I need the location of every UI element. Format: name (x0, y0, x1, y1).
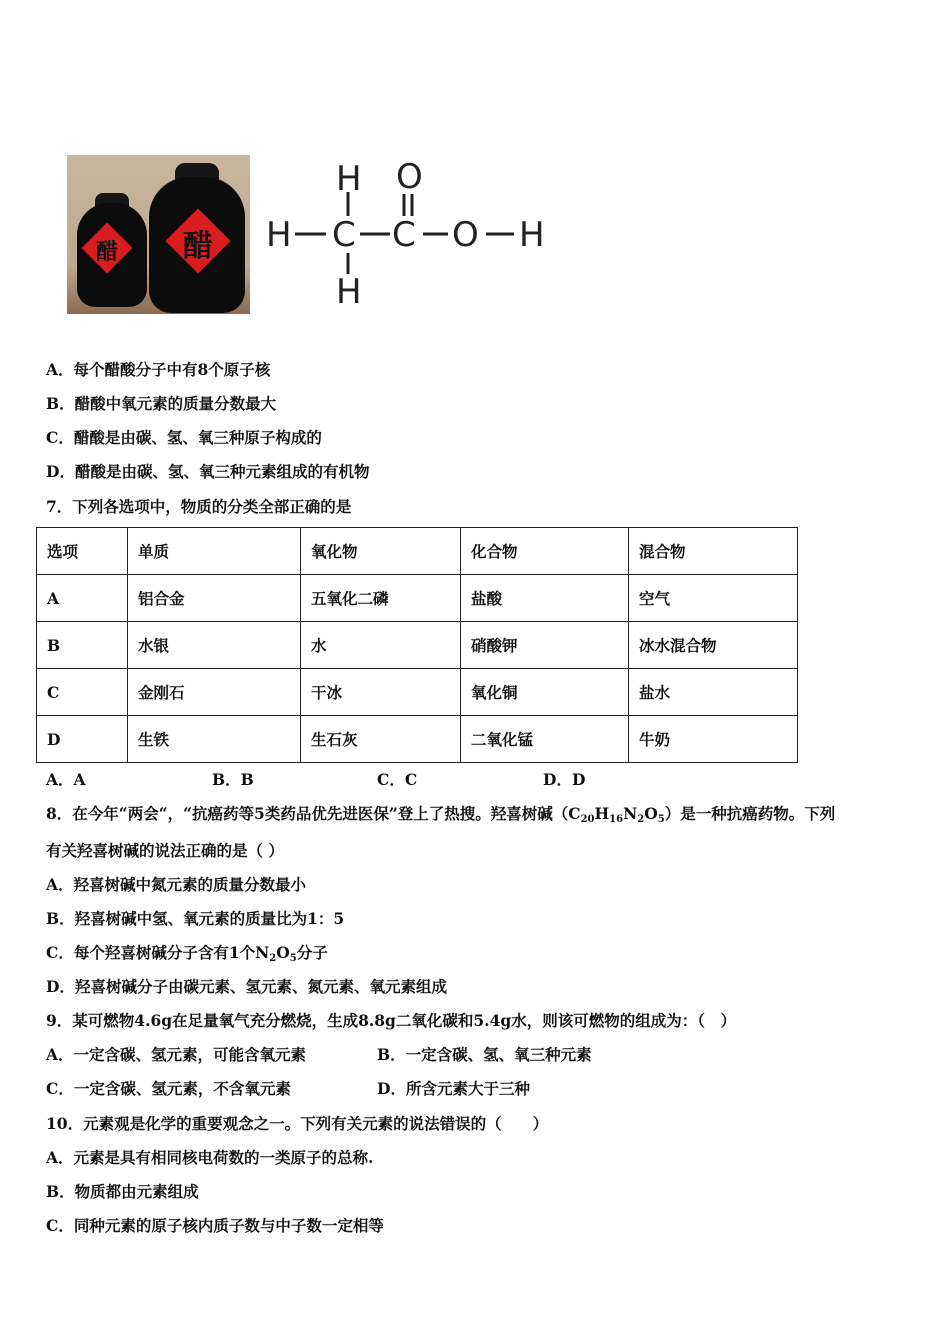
formula-h: H (594, 804, 610, 823)
q9-option-b: B．一定含碳、氢、氧三种元素 (377, 1045, 592, 1064)
table-cell: 盐水 (629, 669, 798, 716)
formula-o: O (644, 804, 658, 823)
classification-table (36, 527, 798, 763)
formula-o-subscript: 5 (657, 814, 665, 825)
formula-n: N (255, 943, 270, 962)
table-cell: 牛奶 (629, 716, 798, 763)
formula-c-subscript: 20 (580, 814, 595, 825)
q8-option-c-pre: C．每个羟喜树碱分子含有1个 (46, 943, 256, 962)
table-cell: 五氧化二磷 (301, 575, 461, 622)
q6-option-c: C．醋酸是由碳、氢、氧三种原子构成的 (46, 428, 322, 447)
q7-answer-c: C．C (377, 770, 418, 789)
q8-stem (46, 804, 835, 830)
atom-c1: C (332, 215, 356, 255)
table-header-cell: 选项 (37, 528, 128, 575)
acetic-acid-structure (262, 150, 562, 315)
table-cell: 金刚石 (128, 669, 301, 716)
table-cell: 二氧化锰 (461, 716, 629, 763)
table-header-cell: 化合物 (461, 528, 629, 575)
formula-n-subscript: 2 (269, 953, 277, 964)
table-header-cell: 单质 (128, 528, 301, 575)
table-cell: B (37, 622, 128, 669)
table-cell: A (37, 575, 128, 622)
table-cell: 水银 (128, 622, 301, 669)
formula-n: N (623, 804, 638, 823)
q10-option-c: C．同种元素的原子核内质子数与中子数一定相等 (46, 1216, 384, 1235)
table-cell: 水 (301, 622, 461, 669)
table-row (37, 622, 798, 669)
table-cell: 铝合金 (128, 575, 301, 622)
table-cell: 生铁 (128, 716, 301, 763)
formula-n-subscript: 2 (637, 814, 645, 825)
atom-h-left: H (266, 215, 292, 255)
table-cell: 硝酸钾 (461, 622, 629, 669)
atom-c2: C (392, 215, 416, 255)
q8-option-c-post: 分子 (296, 943, 328, 962)
q7-answer-b: B．B (212, 770, 254, 789)
q7-answer-d: D．D (543, 770, 586, 789)
table-row (37, 575, 798, 622)
vinegar-jars-photo (67, 155, 250, 314)
atom-h-top: H (336, 159, 362, 199)
q9-option-c: C．一定含碳、氢元素，不含氧元素 (46, 1079, 291, 1098)
q8-option-d: D．羟喜树碱分子由碳元素、氢元素、氮元素、氧元素组成 (46, 977, 447, 996)
table-header-cell: 氧化物 (301, 528, 461, 575)
formula-o-subscript: 5 (289, 953, 297, 964)
q8-stem-pre: 8．在今年“两会“，“抗癌药等5类药品优先进医保”登上了热搜。羟喜树碱（ (46, 804, 569, 823)
q6-option-a: A．每个醋酸分子中有8个原子核 (46, 360, 271, 379)
formula-c: C (568, 804, 581, 823)
q10-option-a: A．元素是具有相同核电荷数的一类原子的总称. (46, 1148, 374, 1167)
table-cell: 生石灰 (301, 716, 461, 763)
table-cell: 盐酸 (461, 575, 629, 622)
table-row (37, 669, 798, 716)
table-header-cell: 混合物 (629, 528, 798, 575)
table-header-row (37, 528, 798, 575)
q10-option-b: B．物质都由元素组成 (46, 1182, 199, 1201)
q8-stem-post: ）是一种抗癌药物。下列 (664, 804, 836, 823)
table-cell: C (37, 669, 128, 716)
atom-h-right: H (519, 215, 545, 255)
formula-h-subscript: 16 (609, 814, 624, 825)
atom-o-right: O (452, 215, 479, 255)
q8-option-b: B．羟喜树碱中氢、氧元素的质量比为1：5 (46, 909, 345, 928)
q8-stem-line2: 有关羟喜树碱的说法正确的是（ ） (46, 841, 284, 860)
table-cell: D (37, 716, 128, 763)
q10-stem: 10．元素观是化学的重要观念之一。下列有关元素的说法错误的（ ） (46, 1114, 549, 1133)
table-cell: 氧化铜 (461, 669, 629, 716)
q9-stem: 9．某可燃物4.6g在足量氧气充分燃烧，生成8.8g二氧化碳和5.4g水，则该可燃物的组成为：（ ） (46, 1011, 736, 1030)
q8-option-c (46, 943, 328, 969)
table-cell: 冰水混合物 (629, 622, 798, 669)
table-row (37, 716, 798, 763)
table-cell: 干冰 (301, 669, 461, 716)
q7-answer-a: A．A (46, 770, 86, 789)
q9-option-a: A．一定含碳、氢元素，可能含氧元素 (46, 1045, 307, 1064)
q6-option-b: B．醋酸中氧元素的质量分数最大 (46, 394, 277, 413)
atom-o-top: O (396, 157, 423, 197)
atom-h-bottom: H (336, 272, 362, 312)
formula-o: O (276, 943, 290, 962)
q6-option-d: D．醋酸是由碳、氢、氧三种元素组成的有机物 (46, 462, 370, 481)
small-jar-label-text: 醋 (95, 239, 118, 265)
q8-option-a: A．羟喜树碱中氮元素的质量分数最小 (46, 875, 307, 894)
table-cell: 空气 (629, 575, 798, 622)
q7-stem: 7．下列各选项中，物质的分类全部正确的是 (46, 497, 352, 516)
big-jar-label-text: 醋 (183, 229, 213, 264)
q9-option-d: D．所含元素大于三种 (377, 1079, 530, 1098)
